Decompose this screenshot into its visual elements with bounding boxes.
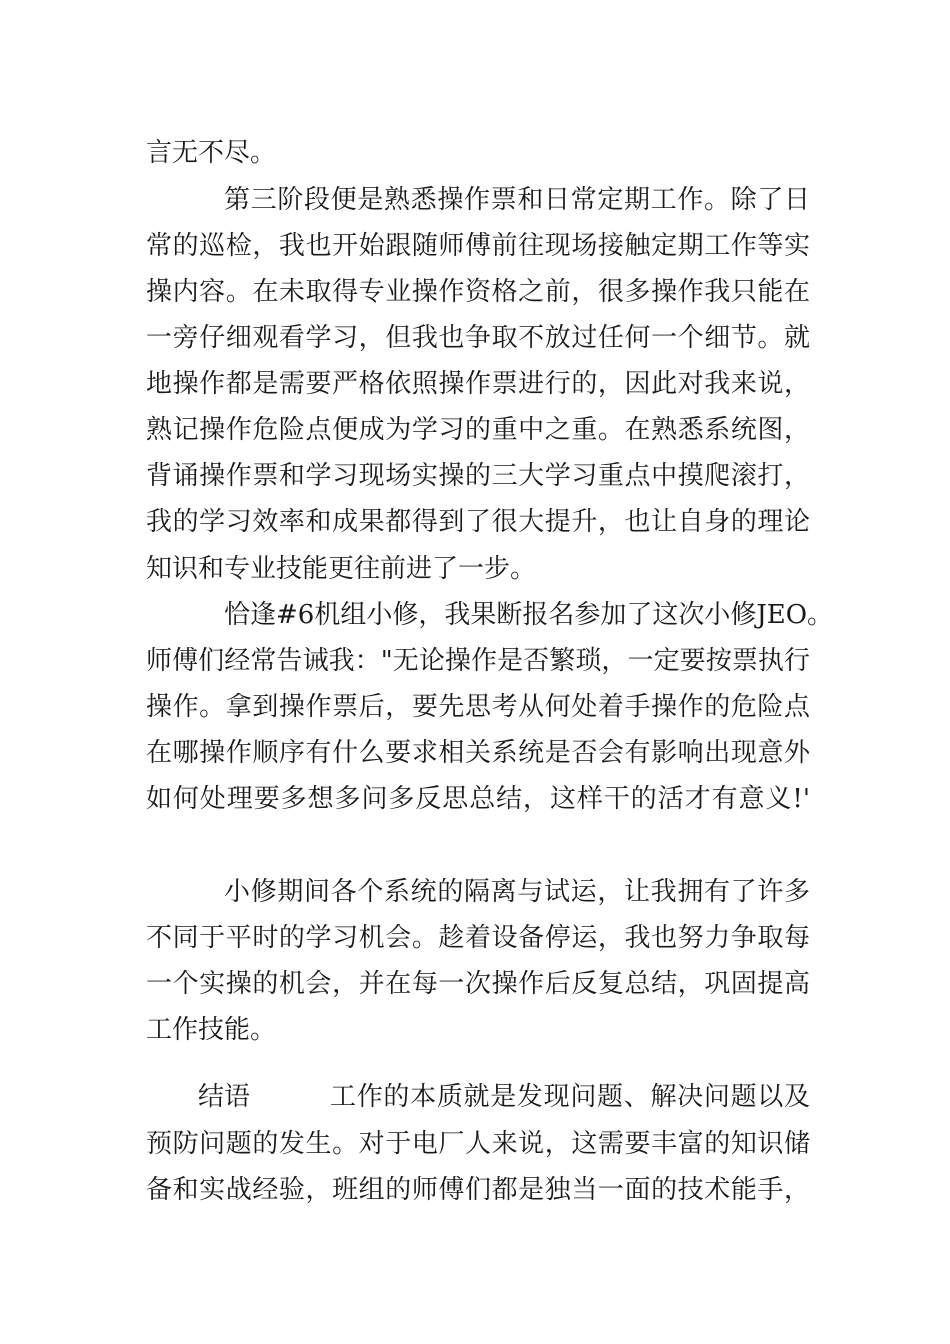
text-line: 工作技能。 [146, 1015, 277, 1045]
text-line: 一个实操的机会，并在每一次操作后反复总结，巩固提高 [146, 969, 810, 999]
closing-first-line: 工作的本质就是发现问题、解决问题以及 [330, 1082, 810, 1112]
text-line: 如何处理要多想多问多反思总结，这样干的活才有意义!' [146, 784, 810, 814]
closing-label: 结语 [198, 1082, 251, 1112]
text-line: 言无不尽。 [146, 138, 277, 168]
text-line: 预防问题的发生。对于电厂人来说，这需要丰富的知识储 [146, 1129, 810, 1159]
text-line: 我的学习效率和成果都得到了很大提升，也让自身的理论 [146, 507, 810, 537]
text-line: 备和实战经验，班组的师傅们都是独当一面的技术能手， [146, 1175, 810, 1205]
text-line: 一旁仔细观看学习，但我也争取不放过任何一个细节。就 [146, 323, 810, 353]
text-line: 熟记操作危险点便成为学习的重中之重。在熟悉系统图， [146, 415, 810, 445]
text-line: 背诵操作票和学习现场实操的三大学习重点中摸爬滚打， [146, 461, 810, 491]
text-line: 操内容。在未取得专业操作资格之前，很多操作我只能在 [146, 277, 810, 307]
text-line: 在哪操作顺序有什么要求相关系统是否会有影响出现意外 [146, 738, 810, 768]
text-line: 操作。拿到操作票后，要先思考从何处着手操作的危险点 [146, 692, 810, 722]
paragraph-first-line: 恰逢#6机组小修，我果断报名参加了这次小修JEO。 [224, 600, 834, 630]
text-line: 常的巡检，我也开始跟随师傅前往现场接触定期工作等实 [146, 231, 810, 261]
text-line: 师傅们经常告诫我："无论操作是否繁琐，一定要按票执行 [146, 646, 810, 676]
text-line: 知识和专业技能更往前进了一步。 [146, 554, 537, 584]
text-line: 地操作都是需要严格依照操作票进行的，因此对我来说， [146, 369, 810, 399]
paragraph-first-line: 第三阶段便是熟悉操作票和日常定期工作。除了日 [224, 185, 810, 215]
text-line: 不同于平时的学习机会。趁着设备停运，我也努力争取每 [146, 923, 810, 953]
paragraph-first-line: 小修期间各个系统的隔离与试运，让我拥有了许多 [224, 877, 810, 907]
